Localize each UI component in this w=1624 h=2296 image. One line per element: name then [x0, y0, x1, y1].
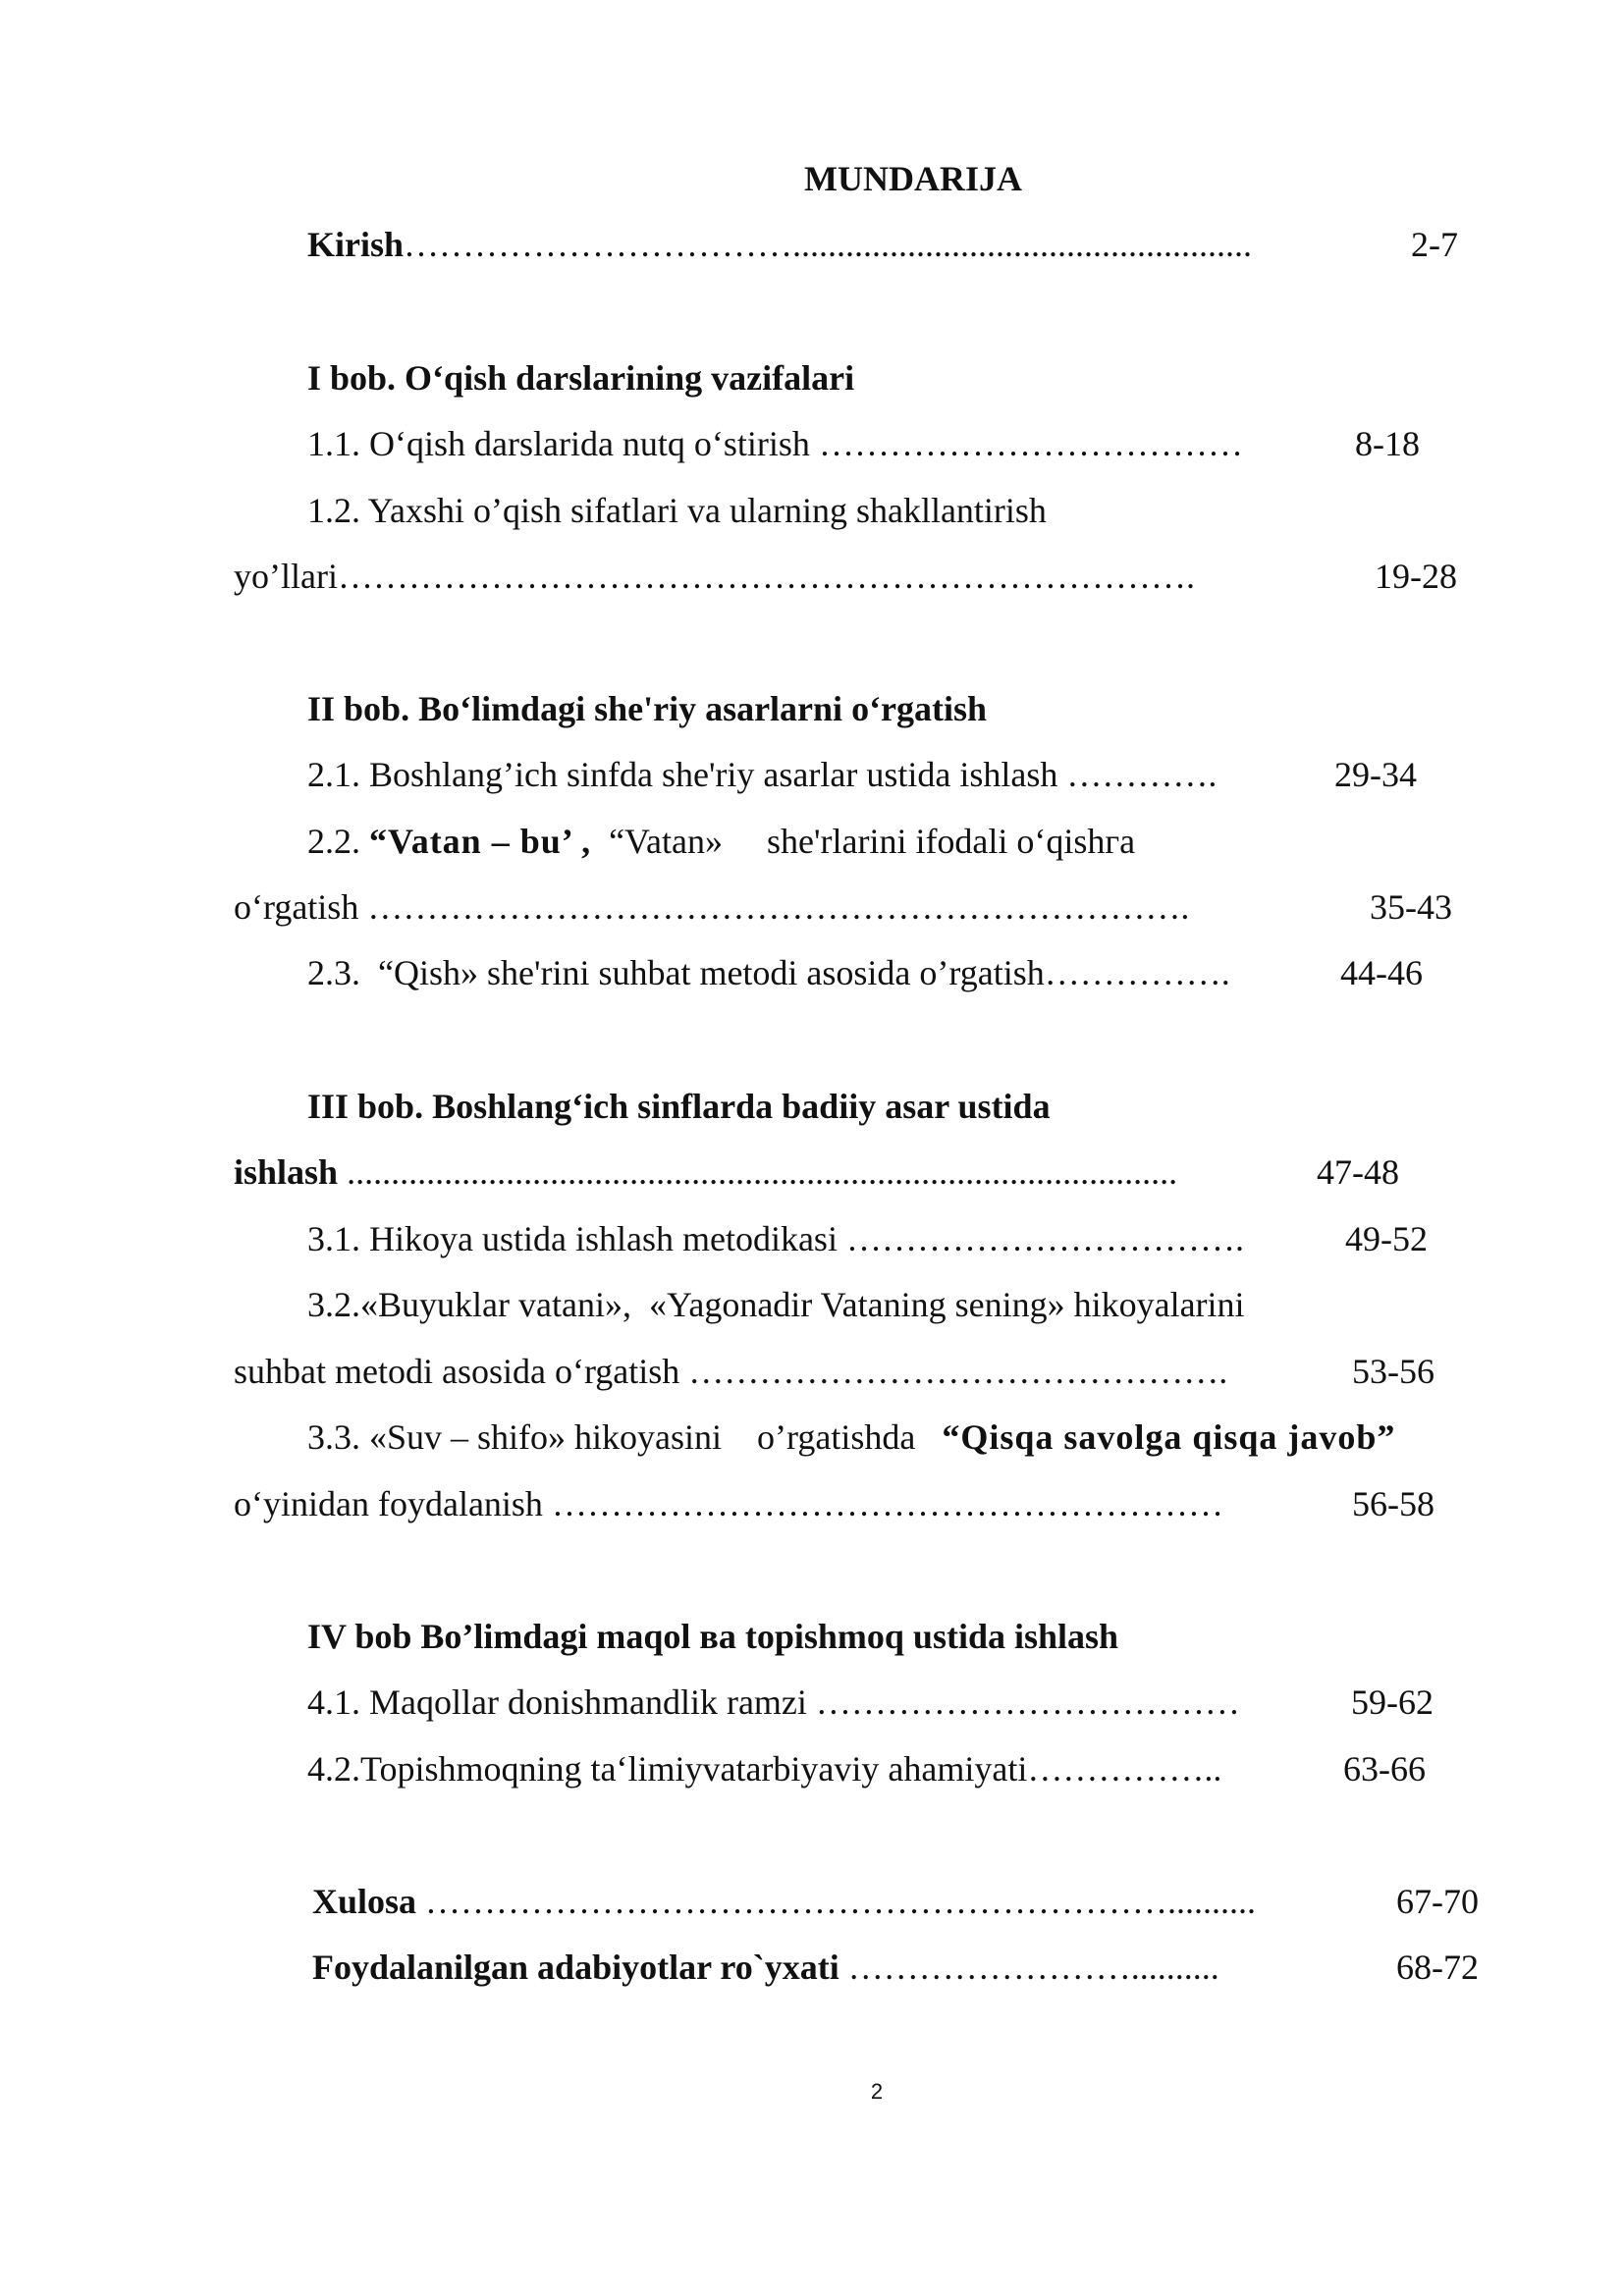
page-title: MUNDARIJA: [804, 159, 1022, 198]
leader-dots: ……………..: [1027, 1749, 1222, 1789]
page-ref: 47-48: [1317, 1152, 1399, 1192]
bold-title: “Qisqa savolga qisqa javob”: [942, 1417, 1396, 1457]
leader-dots: ………………………………………………………..........: [425, 1882, 1257, 1921]
toc-label: 2.1. Boshlang’ich sinfda she'riy asarlar ustida ishlash: [307, 755, 1058, 794]
leader-dots: …………….: [1044, 953, 1230, 992]
leader-dots: …………………………….: [845, 1219, 1244, 1258]
page-ref: 56-58: [1352, 1484, 1435, 1523]
leader-dots: ..............................................................................................: [347, 1152, 1178, 1192]
toc-entry-continuation: [234, 1482, 1223, 1525]
page-ref: 2-7: [1411, 225, 1458, 264]
toc-label: “Vatan» she'rlarini ifodali o‘qishга: [609, 822, 1136, 861]
page-ref: 19-28: [1375, 557, 1457, 596]
toc-entry-line: 1.2. Yaxshi o’qish sifatlari va ularning shakllantirish: [307, 491, 1047, 530]
page-ref: 63-66: [1343, 1749, 1426, 1789]
toc-label: 3.3. «Suv – shifo» hikoyasini o’rgatishda: [307, 1417, 916, 1457]
toc-label: 4.2.Topishmoqning ta‘limiyvatarbiyaviy ahamiyati: [307, 1749, 1028, 1789]
page-number: 2: [870, 2079, 884, 2104]
leader-dots: ……………………..........: [847, 1948, 1219, 1987]
toc-entry-line: [307, 820, 1135, 863]
toc-entry-bibliography: [312, 1946, 1219, 1989]
toc-label: o‘yinidan foydalanish: [234, 1484, 543, 1523]
section-number: 2.2.: [307, 822, 360, 861]
toc-entry-line: [307, 1415, 1395, 1459]
toc-entry: [307, 422, 1243, 465]
chapter-heading: IV bob Bo’limdagi maqol ва topishmoq ustida ishlash: [307, 1617, 1119, 1656]
page-ref: 8-18: [1355, 424, 1420, 463]
page-ref: 67-70: [1396, 1882, 1479, 1921]
leader-dots: ………………………………: [818, 424, 1243, 463]
leader-dots: ……………………………....................................................: [404, 225, 1253, 264]
toc-entry: [307, 1217, 1244, 1260]
page-ref: 29-34: [1334, 755, 1417, 794]
leader-dots: ……………………………………….: [688, 1352, 1228, 1391]
leader-dots: ………………………………: [815, 1682, 1240, 1722]
toc-label: o‘rgatish: [234, 887, 359, 927]
chapter-heading-continuation: [234, 1150, 1177, 1194]
toc-entry-intro: [307, 223, 1252, 266]
toc-entry: [307, 1681, 1240, 1724]
toc-entry-conclusion: [312, 1880, 1256, 1923]
toc-label: 4.1. Maqollar donishmandlik ramzi: [307, 1682, 807, 1722]
chapter-heading: III bob. Boshlang‘ich sinflarda badiiy asar ustida: [307, 1087, 1051, 1126]
leader-dots: …………………………………………………………….: [367, 887, 1190, 927]
toc-entry-continuation: [234, 885, 1189, 929]
toc-entry-line: 3.2.«Buyuklar vatani», «Yagonadir Vataning sening» hikoyalarini: [307, 1285, 1245, 1324]
bold-title: “Vatan – bu’ ,: [369, 822, 592, 861]
toc-entry: [307, 951, 1230, 994]
leader-dots: ……………………………………………………………….: [337, 557, 1195, 596]
page-ref: 44-46: [1340, 953, 1423, 992]
page-ref: 35-43: [1370, 887, 1452, 927]
toc-entry-continuation: [234, 555, 1195, 598]
leader-dots: …………………………………………………: [551, 1484, 1223, 1523]
leader-dots: ………….: [1066, 755, 1218, 794]
page-ref: 49-52: [1345, 1219, 1428, 1258]
toc-entry: [307, 753, 1217, 796]
toc-label: Kirish: [307, 225, 405, 264]
toc-entry-continuation: [234, 1350, 1227, 1393]
toc-label: 3.1. Hikoya ustida ishlash metodikasi: [307, 1219, 838, 1258]
toc-entry: [307, 1747, 1221, 1790]
page-ref: 68-72: [1396, 1948, 1479, 1987]
toc-label: ishlash: [234, 1152, 339, 1192]
toc-label: 1.1. O‘qish darslarida nutq o‘stirish: [307, 424, 810, 463]
toc-label: Foydalanilgan adabiyotlar ro`yxati: [312, 1948, 839, 1987]
toc-label: Xulosa: [312, 1882, 417, 1921]
page-ref: 59-62: [1351, 1682, 1434, 1722]
page-ref: 53-56: [1352, 1352, 1435, 1391]
chapter-heading: I bob. O‘qish darslarining vazifalari: [307, 358, 855, 398]
chapter-heading: II bob. Bo‘limdagi she'riy asarlarni o‘rgatish: [307, 689, 988, 728]
toc-label: 2.3. “Qish» she'rini suhbat metodi asosida o’rgatish: [307, 953, 1045, 992]
toc-label: suhbat metodi asosida o‘rgatish: [234, 1352, 680, 1391]
toc-label: yo’llari: [234, 557, 338, 596]
